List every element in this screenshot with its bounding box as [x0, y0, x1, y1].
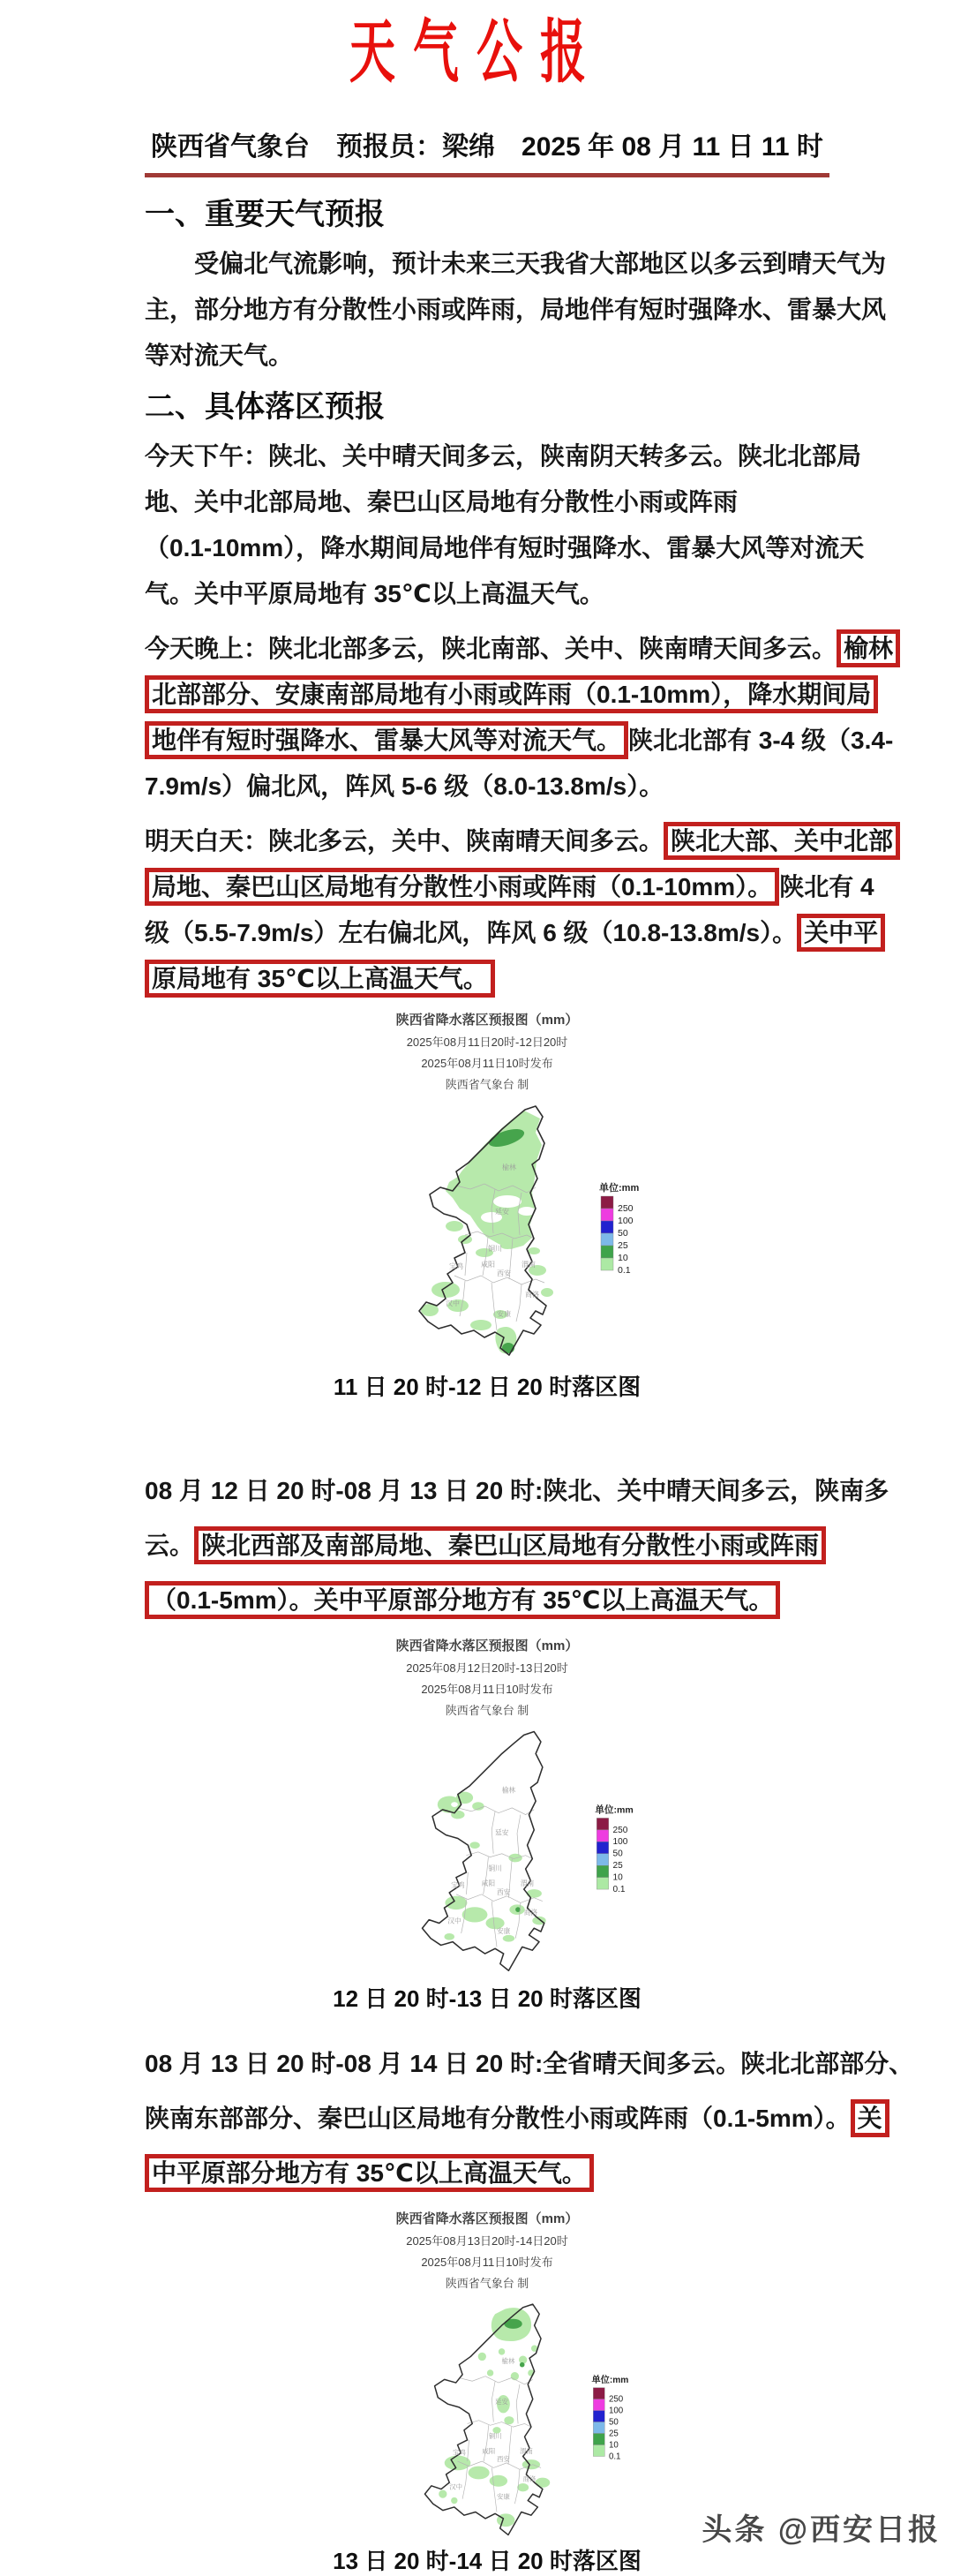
paragraph-line	[145, 818, 894, 864]
city-label: 延安	[495, 1208, 509, 1216]
legend-color-cell	[597, 1878, 608, 1889]
precipitation-patch	[446, 1221, 463, 1232]
map2-caption: 12 日 20 时-13 日 20 时落区图	[333, 1985, 642, 2012]
legend-value-label: 250	[608, 2394, 624, 2405]
text-segment: 云。	[145, 1532, 195, 1559]
legend-value-label: 25	[618, 1240, 628, 1251]
city-label: 榆林	[501, 2356, 515, 2365]
text-segment: 陕北有 4	[779, 873, 874, 900]
precipitation-patch	[508, 1854, 522, 1863]
map1-producer: 陕西省气象台 制	[445, 1078, 529, 1091]
highlighted-text-box: 陕北西部及南部局地、秦巴山区局地有分散性小雨或阵雨	[194, 1526, 826, 1564]
paragraph-this-afternoon	[145, 433, 865, 617]
legend-color-cell	[593, 2411, 604, 2422]
city-label: 西安	[497, 2455, 510, 2464]
legend-value-label: 10	[612, 1872, 623, 1883]
precipitation-patch	[445, 2456, 471, 2471]
text-segment: 08 月 12 日 20 时-08 月 13 日 20 时:陕北、关中晴天间多云，陕南多	[145, 1477, 889, 1504]
paragraph-line	[145, 626, 894, 672]
legend-value-label: 0.1	[612, 1884, 626, 1894]
paragraph-day2-forecast	[145, 1464, 889, 1628]
legend-value-label: 10	[608, 2440, 619, 2451]
text-segment: 08 月 13 日 20 时-08 月 14 日 20 时:全省晴天间多云。陕北北部部分、	[145, 2050, 914, 2077]
province-map-group	[423, 1732, 546, 1971]
paragraph-line	[145, 718, 894, 764]
legend-color-cell	[597, 1842, 608, 1853]
precipitation-map-day3	[349, 2294, 644, 2540]
highlighted-text-box: 原局地有 35℃以上高温天气。	[145, 960, 495, 998]
legend-value-label: 100	[612, 1837, 628, 1848]
precipitation-patch	[439, 2489, 446, 2497]
map3-title: 陕西省降水落区预报图（mm）	[395, 2211, 579, 2226]
city-label: 商洛	[523, 1908, 538, 1917]
legend-value-label: 100	[618, 1216, 634, 1226]
map-block-day2	[145, 1635, 829, 2014]
precipitation-patch	[503, 1935, 514, 1942]
precipitation-patch	[451, 1802, 458, 1807]
section-heading-important-forecast: 一、重要天气预报	[145, 198, 385, 231]
map-legend	[599, 1181, 639, 1276]
legend-color-cell	[593, 2422, 604, 2434]
highlighted-text-box: （0.1-5mm）。关中平原部分地方有 35℃以上高温天气。	[145, 1581, 780, 1619]
province-outline	[424, 2304, 542, 2535]
city-label: 渭南	[522, 1261, 536, 1269]
map2-producer: 陕西省气象台 制	[445, 1704, 529, 1717]
legend-value-label: 25	[608, 2429, 619, 2439]
city-label: 延安	[495, 1828, 509, 1837]
map-legend	[591, 2374, 628, 2461]
legend-color-cell	[601, 1209, 613, 1221]
map3-valid-time: 2025年08月13日20时-14日20时	[406, 2234, 568, 2248]
precipitation-patch	[527, 1889, 542, 1898]
highlighted-text-box: 地伴有短时强降水、雷暴大风等对流天气。	[145, 721, 628, 759]
precipitation-patch	[528, 1247, 540, 1254]
paragraph-line	[145, 864, 874, 910]
highlighted-text-box: 陕北大部、关中北部	[664, 822, 900, 860]
legend-value-label: 50	[608, 2417, 619, 2428]
precipitation-map-day1	[338, 1096, 656, 1360]
legend-unit-label: 单位:mm	[591, 2376, 629, 2386]
paragraph-line	[145, 433, 862, 479]
district-boundary	[466, 1852, 532, 1859]
legend-color-cell	[601, 1233, 613, 1246]
legend-value-label: 250	[618, 1203, 634, 1214]
city-label: 西安	[497, 1887, 511, 1896]
city-label: 汉中	[446, 1299, 460, 1307]
paragraph-line	[145, 2037, 914, 2091]
district-boundary	[492, 2467, 497, 2512]
district-boundary	[459, 2376, 532, 2384]
legend-color-cell	[593, 2388, 604, 2399]
map2-header	[145, 1635, 829, 1721]
paragraph-tomorrow	[145, 818, 894, 1002]
city-label: 咸阳	[481, 1261, 495, 1269]
city-label: 宝鸡	[452, 2448, 466, 2457]
district-boundary	[462, 2467, 468, 2499]
city-label: 安康	[497, 2492, 510, 2501]
map2-issue-time: 2025年08月11日10时发布	[421, 1683, 553, 1696]
precipitation-patch	[536, 2478, 551, 2488]
map3-caption: 13 日 20 时-14 日 20 时落区图	[333, 2548, 642, 2574]
map1-issue-time: 2025年08月11日10时发布	[421, 1057, 553, 1070]
precipitation-patch	[445, 1896, 467, 1909]
map3-header	[145, 2208, 829, 2294]
paragraph-overview	[145, 241, 887, 379]
legend-color-cell	[601, 1221, 613, 1233]
legend-unit-label: 单位:mm	[595, 1804, 634, 1816]
precipitation-patch	[469, 2467, 490, 2480]
district-boundary	[484, 1857, 489, 1894]
highlighted-text-box: 关	[851, 2099, 889, 2137]
legend-color-cell	[593, 2399, 604, 2411]
paragraph-line	[145, 2146, 829, 2201]
legend-value-label: 250	[612, 1825, 628, 1835]
paragraph-line	[145, 672, 872, 718]
city-label: 延安	[495, 2398, 508, 2407]
text-segment: 地、关中北部局地、秦巴山区局地有分散性小雨或阵雨	[145, 488, 739, 516]
map1-caption: 11 日 20 时-12 日 20 时落区图	[333, 1374, 642, 1400]
precipitation-patch	[520, 2362, 525, 2368]
legend-color-cell	[597, 1854, 608, 1865]
legend-color-cell	[593, 2445, 604, 2457]
paragraph-line	[145, 525, 865, 571]
city-label: 商洛	[525, 1291, 539, 1299]
text-segment: （0.1-10mm），降水期间局地伴有短时强降水、雷暴大风等对流天	[145, 534, 865, 561]
legend-value-label: 100	[608, 2406, 624, 2416]
map1-header	[145, 1009, 829, 1096]
map-legend	[595, 1804, 633, 1894]
legend-color-cell	[593, 2434, 604, 2445]
map1-title: 陕西省降水落区预报图（mm）	[395, 1013, 579, 1028]
bulletin-header: 陕西省气象台 预报员：梁绵 2025 年 08 月 11 日 11 时	[145, 131, 829, 177]
map-block-day1	[145, 1009, 829, 1402]
paragraph-day3-forecast	[145, 2037, 914, 2201]
paragraph-line	[145, 1518, 829, 1573]
paragraph-line	[145, 956, 829, 1002]
text-segment: 7.9m/s）偏北风，阵风 5-6 级（8.0-13.8m/s）。	[145, 772, 664, 800]
city-label: 安康	[497, 1310, 511, 1318]
district-boundary	[492, 1283, 497, 1330]
province-map-group	[424, 2304, 550, 2535]
district-boundary	[465, 1253, 467, 1276]
precipitation-patch	[487, 2369, 493, 2376]
district-boundary	[458, 1806, 534, 1815]
highlighted-text-box: 榆林	[837, 629, 900, 667]
legend-value-label: 10	[618, 1253, 628, 1263]
text-segment: 受偏北气流影响，预计未来三天我省大部地区以多云到晴天气为	[194, 250, 887, 277]
text-segment: 级（5.5-7.9m/s）左右偏北风，阵风 6 级（10.8-13.8m/s）。	[145, 919, 798, 946]
text-segment: 气。关中平原局地有 35℃以上高温天气。	[145, 580, 604, 607]
legend-value-label: 0.1	[618, 1265, 631, 1276]
city-label: 西安	[497, 1269, 511, 1277]
city-label: 铜川	[488, 1245, 502, 1253]
highlighted-text-box: 局地、秦巴山区局地有分散性小雨或阵雨（0.1-10mm）。	[145, 868, 779, 906]
paragraph-line	[145, 2091, 882, 2146]
precipitation-patch	[478, 2353, 486, 2361]
district-boundary	[466, 1872, 468, 1894]
map3-issue-time: 2025年08月11日10时发布	[421, 2256, 553, 2269]
city-label: 汉中	[449, 2482, 463, 2491]
precipitation-patch	[451, 2497, 457, 2504]
legend-color-cell	[601, 1246, 613, 1258]
highlighted-text-box: 北部部分、安康南部局地有小雨或阵雨（0.1-10mm），降水期间局	[145, 675, 878, 713]
text-segment: 陕北北部有 3-4 级（3.4-	[628, 727, 894, 754]
district-boundary	[516, 2384, 520, 2423]
precipitation-patch	[517, 2483, 529, 2491]
paragraph-tonight	[145, 626, 894, 810]
page-title: 天气公报	[349, 14, 604, 92]
city-label: 安康	[497, 1927, 511, 1935]
city-label: 咸阳	[482, 2446, 496, 2455]
precipitation-patch	[462, 1907, 488, 1922]
legend-color-cell	[597, 1830, 608, 1842]
city-label: 铜川	[488, 2432, 502, 2441]
legend-unit-label: 单位:mm	[599, 1183, 640, 1194]
city-label: 渭南	[520, 1879, 535, 1888]
city-label: 咸阳	[481, 1879, 496, 1888]
legend-value-label: 50	[612, 1849, 623, 1859]
paragraph-line	[145, 910, 879, 956]
legend-value-label: 0.1	[608, 2452, 621, 2462]
map2-valid-time: 2025年08月12日20时-13日20时	[406, 1661, 568, 1675]
city-label: 渭南	[519, 2446, 533, 2455]
text-segment: 明天白天：陕北多云，关中、陕南晴天间多云。	[145, 827, 664, 855]
precipitation-patch	[493, 1195, 522, 1208]
legend-color-cell	[601, 1196, 613, 1209]
paragraph-line	[145, 479, 829, 525]
city-label: 榆林	[501, 1786, 516, 1795]
precipitation-patch	[490, 2475, 507, 2487]
precipitation-patch	[451, 1811, 464, 1819]
district-boundary	[468, 2440, 469, 2461]
map3-producer: 陕西省气象台 制	[445, 2277, 529, 2290]
legend-color-cell	[601, 1258, 613, 1270]
map1-valid-time: 2025年08月11日20时-12日20时	[406, 1036, 568, 1049]
legend-color-cell	[597, 1865, 608, 1877]
highlighted-text-box: 中平原部分地方有 35℃以上高温天气。	[145, 2154, 594, 2192]
text-segment: 今天晚上：陕北北部多云，陕北南部、关中、陕南晴天间多云。	[145, 635, 837, 662]
text-segment: 主，部分地方有分散性小雨或阵雨，局地伴有短时强降水、雷暴大风	[145, 296, 887, 323]
city-label: 宝鸡	[449, 1262, 463, 1270]
precipitation-patch	[499, 2348, 505, 2354]
legend-color-cell	[597, 1818, 608, 1829]
precipitation-patch	[431, 1282, 460, 1298]
legend-value-label: 25	[612, 1861, 623, 1872]
district-boundary	[468, 2421, 531, 2427]
city-label: 榆林	[502, 1164, 516, 1171]
precipitation-patch	[444, 1933, 454, 1940]
legend-value-label: 50	[618, 1228, 628, 1239]
precipitation-patch	[541, 1288, 553, 1297]
section-heading-detailed-forecast: 二、具体落区预报	[145, 390, 385, 424]
paragraph-line	[145, 333, 829, 379]
text-segment: 今天下午：陕北、关中晴天间多云，陕南阴天转多云。陕北北部局	[145, 442, 862, 470]
province-map-group	[419, 1106, 553, 1355]
precipitation-patch	[472, 1802, 484, 1811]
precipitation-patch	[469, 1842, 480, 1849]
precipitation-map-day2	[344, 1721, 649, 1976]
paragraph-line	[145, 241, 887, 287]
text-segment: 陕南东部部分、秦巴山区局地有分散性小雨或阵雨（0.1-5mm）。	[145, 2105, 851, 2132]
precipitation-patch	[470, 1320, 492, 1330]
district-boundary	[517, 1815, 521, 1856]
city-label: 汉中	[447, 1917, 461, 1925]
precipitation-patch	[511, 2372, 519, 2380]
map2-title: 陕西省降水落区预报图（mm）	[395, 1638, 579, 1653]
paragraph-line	[145, 1573, 829, 1628]
paragraph-line	[145, 1464, 889, 1518]
paragraph-line	[145, 764, 829, 810]
paragraph-line	[145, 571, 829, 617]
precipitation-patch	[504, 2416, 514, 2424]
city-label: 铜川	[488, 1864, 502, 1872]
province-outline	[423, 1732, 544, 1971]
toutiao-xian-daily-watermark: 头条 @西安日报	[702, 2513, 941, 2547]
precipitation-patch	[522, 2459, 540, 2469]
district-boundary	[516, 1284, 522, 1322]
city-label: 宝鸡	[451, 1881, 465, 1890]
city-label: 商洛	[522, 2474, 537, 2483]
paragraph-line	[145, 287, 887, 333]
highlighted-text-box: 关中平	[797, 914, 885, 952]
district-boundary	[484, 2425, 489, 2461]
text-segment: 等对流天气。	[145, 342, 294, 369]
